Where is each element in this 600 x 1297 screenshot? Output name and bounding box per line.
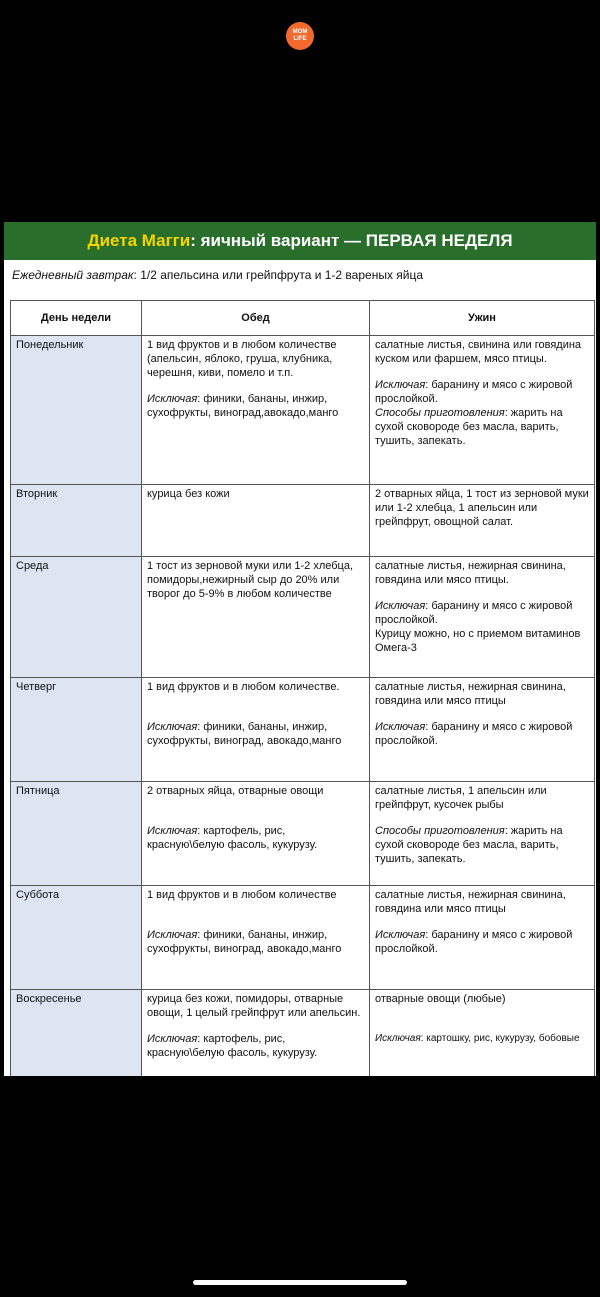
lunch-text: курица без кожи, помидоры, отварные овощи, 1 целый грейпфрут или апельсин. [147, 993, 361, 1019]
day-cell: Воскресенье [11, 990, 142, 1077]
lunch-text: курица без кожи [147, 488, 230, 500]
day-cell: Пятница [11, 782, 142, 886]
weekly-menu-table [10, 300, 595, 1076]
dinner-cell [370, 886, 595, 990]
table-row [11, 485, 595, 557]
dinner-cell [370, 678, 595, 782]
logo-line-2: LIFE [293, 36, 307, 42]
title-rest: : яичный вариант — ПЕРВАЯ НЕДЕЛЯ [190, 231, 513, 250]
logo-line-1: MOM [292, 29, 308, 35]
dinner-cell [370, 990, 595, 1077]
day-cell: Четверг [11, 678, 142, 782]
dinner-exclude: Исключая: баранину и мясо с жировой прослойкой. Курицу можно, но с приемом витаминов Омега-3 [375, 600, 581, 654]
dinner-exclude: Исключая: баранину и мясо с жировой прослойкой. [375, 721, 573, 747]
table-row [11, 557, 595, 678]
lunch-cell [142, 678, 370, 782]
dinner-text: салатные листья, нежирная свинина, говядина или мясо птицы [375, 681, 566, 707]
table-row [11, 678, 595, 782]
breakfast-text: : 1/2 апельсина или грейпфрута и 1-2 вареных яйца [133, 268, 424, 282]
dinner-text: салатные листья, свинина или говядина куском или фаршем, мясо птицы. [375, 339, 582, 365]
table-header-row [11, 301, 595, 336]
lunch-cell [142, 557, 370, 678]
daily-breakfast-note [12, 268, 423, 282]
dinner-text: салатные листья, нежирная свинина, говядина или мясо птицы. [375, 560, 566, 586]
day-cell: Вторник [11, 485, 142, 557]
lunch-exclude: Исключая: финики, бананы, инжир, сухофрукты, виноград, авокадо,манго [147, 721, 342, 747]
dinner-cell [370, 782, 595, 886]
dinner-cell [370, 557, 595, 678]
lunch-cell [142, 782, 370, 886]
dinner-text: салатные листья, 1 апельсин или грейпфрут, кусочек рыбы [375, 785, 547, 811]
dinner-exclude: Исключая: баранину и мясо с жировой прослойкой. [375, 929, 573, 955]
lunch-text: 1 тост из зерновой муки или 1-2 хлебца, помидоры,нежирный сыр до 20% или творог до 5-9% в любом количестве [147, 560, 354, 600]
lunch-text: 2 отварных яйца, отварные овощи [147, 785, 324, 797]
lunch-exclude: Исключая: финики, бананы, инжир, сухофрукты, виноград,авокадо,манго [147, 393, 339, 419]
lunch-text: 1 вид фруктов и в любом количестве [147, 889, 337, 901]
dinner-cell [370, 485, 595, 557]
dinner-text: салатные листья, нежирная свинина, говядина или мясо птицы [375, 889, 566, 915]
header-dinner: Ужин [370, 301, 595, 336]
header-day: День недели [11, 301, 142, 336]
table-row [11, 782, 595, 886]
momlife-logo [286, 22, 314, 50]
dinner-methods: Способы приготовления: жарить на сухой сковороде без масла, варить, тушить, запекать. [375, 825, 563, 865]
lunch-cell [142, 990, 370, 1077]
day-cell: Среда [11, 557, 142, 678]
table-row [11, 886, 595, 990]
diet-document [4, 222, 596, 1076]
dinner-exclude: Исключая: баранину и мясо с жировой прослойкой. Способы приготовления: жарить на сухой сковороде без масла, варить, тушить, запекать. [375, 379, 573, 447]
lunch-cell [142, 485, 370, 557]
table-row [11, 336, 595, 485]
lunch-cell [142, 336, 370, 485]
lunch-text: 1 вид фруктов и в любом количестве (апельсин, яблоко, груша, клубника, черешня, киви, помело и т.п. [147, 339, 337, 379]
header-lunch: Обед [142, 301, 370, 336]
document-title-banner [4, 222, 596, 260]
home-indicator[interactable] [193, 1280, 407, 1285]
day-cell: Понедельник [11, 336, 142, 485]
dinner-cell [370, 336, 595, 485]
lunch-exclude: Исключая: картофель, рис, красную\белую фасоль, кукурузу. [147, 825, 318, 851]
lunch-exclude: Исключая: финики, бананы, инжир, сухофрукты, виноград, авокадо,манго [147, 929, 342, 955]
dinner-text: 2 отварных яйца, 1 тост из зерновой муки или 1-2 хлебца, 1 апельсин или грейпфрут, овощной салат. [375, 488, 589, 528]
dinner-exclude: Исключая: картошку, рис, кукурузу, бобовые [375, 1033, 580, 1044]
breakfast-label: Ежедневный завтрак [12, 268, 134, 282]
lunch-cell [142, 886, 370, 990]
lunch-text: 1 вид фруктов и в любом количестве. [147, 681, 340, 693]
dinner-text: отварные овощи (любые) [375, 993, 506, 1005]
lunch-exclude: Исключая: картофель, рис, красную\белую фасоль, кукурузу. [147, 1033, 318, 1059]
day-cell: Суббота [11, 886, 142, 990]
title-brand: Диета Магги [87, 231, 191, 250]
table-row [11, 990, 595, 1077]
